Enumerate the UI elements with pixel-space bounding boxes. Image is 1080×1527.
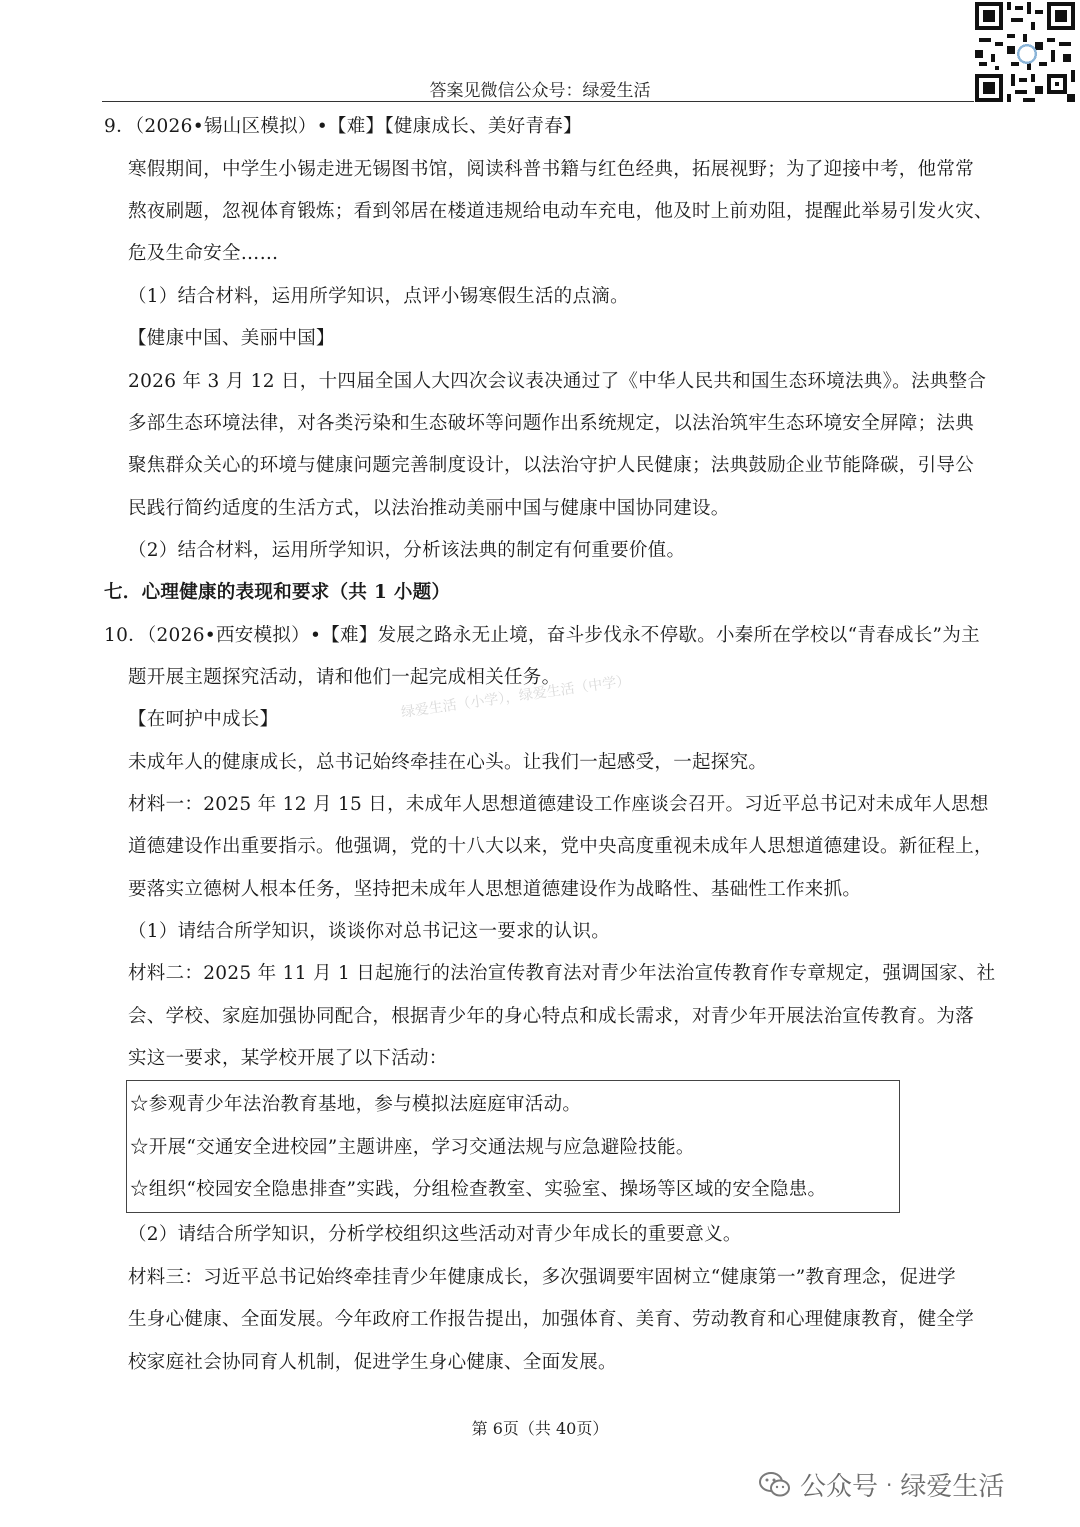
activity-item-2: ☆开展“交通安全进校园”主题讲座，学习交通法规与应急避险技能。 bbox=[130, 1137, 695, 1158]
q9-section-heading: 【健康中国、美丽中国】 bbox=[128, 328, 335, 349]
q10-sub-question-2: （2）请结合所学知识，分析学校组织这些活动对青少年成长的重要意义。 bbox=[128, 1224, 742, 1245]
wechat-icon bbox=[758, 1470, 792, 1500]
q10-material1-line-2: 道德建设作出重要指示。他强调，党的十八大以来，党中央高度重视未成年人思想道德建设。新征程上， bbox=[128, 836, 993, 857]
page-header: 答案见微信公众号：绿爱生活 bbox=[429, 81, 651, 101]
q10-title-line-2: 题开展主题探究活动，请和他们一起完成相关任务。 bbox=[128, 667, 561, 688]
q9-material2-line-1: 2026 年 3 月 12 日，十四届全国人大四次会议表决通过了《中华人民共和国生态环境法典》。法典整合 bbox=[128, 371, 987, 392]
activity-item-3: ☆组织“校园安全隐患排查”实践，分组检查教室、实验室、操场等区域的安全隐患。 bbox=[130, 1179, 827, 1200]
q10-material3-line-1: 材料三：习近平总书记始终牵挂青少年健康成长，多次强调要牢固树立“健康第一”教育理念，促进学 bbox=[128, 1267, 956, 1288]
q9-material2-line-2: 多部生态环境法律，对各类污染和生态破坏等问题作出系统规定，以法治筑牢生态环境安全屏障；法典 bbox=[128, 413, 975, 434]
watermark: 绿爱生活（小学），绿爱生活（中学） bbox=[400, 672, 632, 721]
question-9-title: 9．（2026•锡山区模拟）•【难】【健康成长、美好青春】 bbox=[104, 116, 582, 137]
q9-material-line-3: 危及生命安全…… bbox=[128, 243, 279, 264]
page-number: 第 6页（共 40页） bbox=[471, 1419, 609, 1438]
brand-label: 公众号 bbox=[800, 1472, 879, 1502]
q10-material2-line-3: 实这一要求，某学校开展了以下活动： bbox=[128, 1048, 448, 1069]
header-divider bbox=[102, 101, 974, 102]
q9-material2-line-4: 民践行简约适度的生活方式，以法治推动美丽中国与健康中国协同建设。 bbox=[128, 498, 730, 519]
question-10-title: 10．（2026•西安模拟）•【难】发展之路永无止境，奋斗步伐永不停歇。小秦所在学校以“青春成长”为主 bbox=[104, 625, 980, 646]
q10-sub-question-1: （1）请结合所学知识，谈谈你对总书记这一要求的认识。 bbox=[128, 921, 611, 942]
brand-name: 绿爱生活 bbox=[900, 1472, 1005, 1502]
activity-item-1: ☆参观青少年法治教育基地，参与模拟法庭庭审活动。 bbox=[130, 1094, 582, 1115]
q9-material-line-1: 寒假期间，中学生小锡走进无锡图书馆，阅读科普书籍与红色经典，拓展视野；为了迎接中考，他常常 bbox=[128, 159, 975, 180]
brand-separator: · bbox=[886, 1472, 893, 1497]
q9-sub-question-1: （1）结合材料，运用所学知识，点评小锡寒假生活的点滴。 bbox=[128, 286, 629, 307]
q10-material3-line-3: 校家庭社会协同育人机制，促进学生身心健康、全面发展。 bbox=[128, 1352, 617, 1373]
q9-material-line-2: 熬夜刷题，忽视体育锻炼；看到邻居在楼道违规给电动车充电，他及时上前劝阻，提醒此举易引发火灾、 bbox=[128, 201, 993, 222]
q10-section-heading: 【在呵护中成长】 bbox=[128, 709, 279, 730]
q9-sub-question-2: （2）结合材料，运用所学知识，分析该法典的制定有何重要价值。 bbox=[128, 540, 686, 561]
q10-material2-line-2: 会、学校、家庭加强协同配合，根据青少年的身心特点和成长需求，对青少年开展法治宣传教育。为落 bbox=[128, 1006, 975, 1027]
q10-intro: 未成年人的健康成长，总书记始终牵挂在心头。让我们一起感受，一起探究。 bbox=[128, 752, 768, 773]
q10-material2-line-1: 材料二：2025 年 11 月 1 日起施行的法治宣传教育法对青少年法治宣传教育作专章规定，强调国家、社 bbox=[128, 963, 996, 984]
section-7-heading: 七．心理健康的表现和要求（共 1 小题） bbox=[104, 582, 451, 603]
q10-material1-line-3: 要落实立德树人根本任务，坚持把未成年人思想道德建设作为战略性、基础性工作来抓。 bbox=[128, 879, 862, 900]
q10-material3-line-2: 生身心健康、全面发展。今年政府工作报告提出，加强体育、美育、劳动教育和心理健康教育，健全学 bbox=[128, 1309, 975, 1330]
q10-material1-line-1: 材料一：2025 年 12 月 15 日，未成年人思想道德建设工作座谈会召开。习近平总书记对未成年人思想 bbox=[128, 794, 989, 815]
q9-material2-line-3: 聚焦群众关心的环境与健康问题完善制度设计，以法治守护人民健康；法典鼓励企业节能降碳，引导公 bbox=[128, 455, 975, 476]
wechat-brand bbox=[758, 1466, 1004, 1503]
